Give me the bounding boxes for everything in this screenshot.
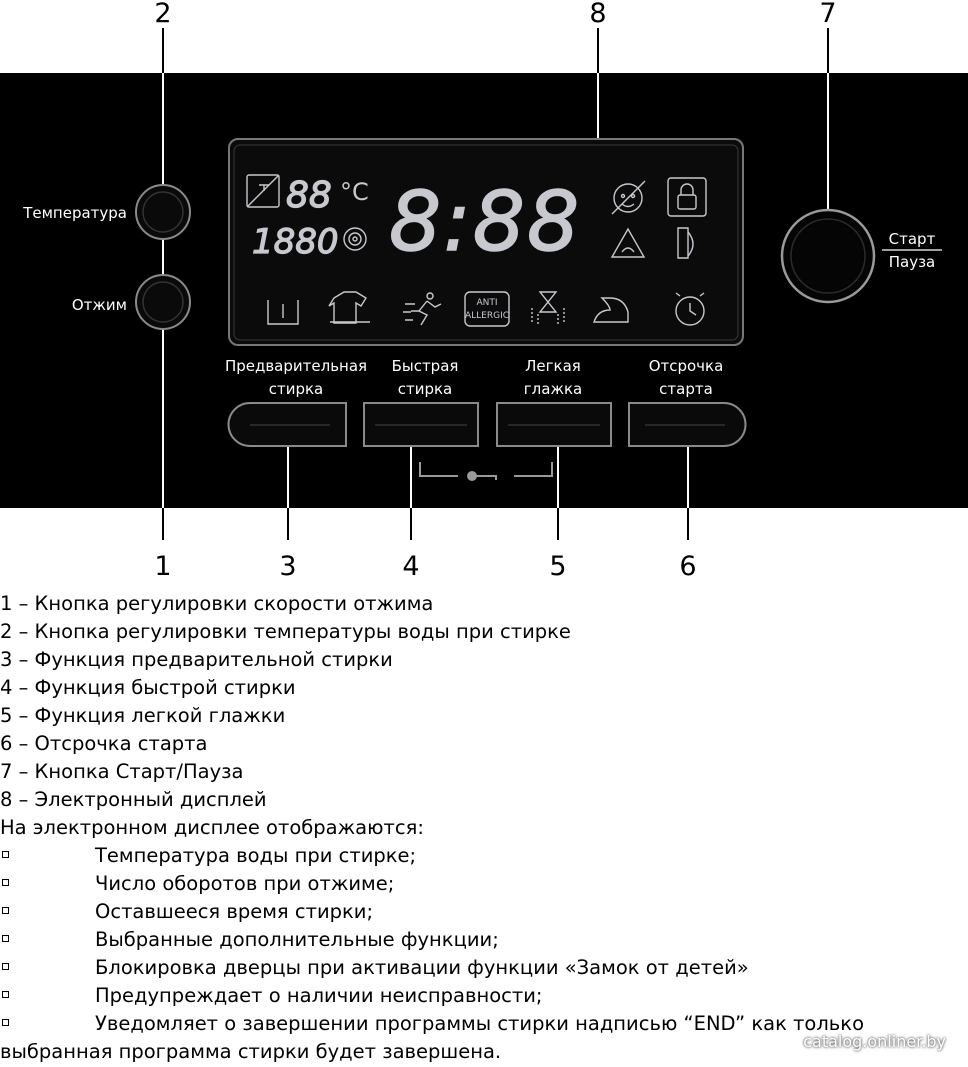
legend-item-5: 5 – Функция легкой глажки [0,704,286,727]
legend-item-7: 7 – Кнопка Старт/Пауза [0,760,244,783]
bullet-square-icon [2,851,9,858]
display-bullet-7-continuation: выбранная программа стирки будет завершена. [0,1040,502,1063]
display-bullet-text: Число оборотов при отжиме; [95,872,395,895]
display-bullet-5 [0,954,968,982]
quick-wash-label-2: стирка [397,380,453,398]
display-bullet-text: Уведомляет о завершении программы стирки надписью “END” как только [95,1012,865,1035]
prewash-label-1: Предварительная [224,357,368,375]
callout-6: 6 [679,551,697,582]
spin-rpm-digits: 1880 [252,222,339,262]
display-bullet-4 [0,926,968,954]
callout-8: 8 [589,0,607,29]
display-bullet-text: Температура воды при стирке; [95,844,417,867]
legend-item-2: 2 – Кнопка регулировки температуры воды при стирке [0,620,571,643]
legend-item-3: 3 – Функция предварительной стирки [0,648,393,671]
display-intro: На электронном дисплее отображаются: [0,816,424,839]
bullet-square-icon [2,963,9,970]
bullet-square-icon [2,907,9,914]
prewash-label-2: стирка [268,380,324,398]
pause-label: Пауза [888,253,936,271]
bullet-square-icon [2,991,9,998]
temperature-unit: °C [340,178,369,206]
display-bullet-3 [0,898,968,926]
temperature-label: Температура [23,204,127,222]
quick-wash-label-1: Быстрая [391,357,459,375]
legend-item-8: 8 – Электронный дисплей [0,788,267,811]
callout-4: 4 [402,551,420,582]
callout-2: 2 [154,0,172,29]
start-pause-knob[interactable] [782,210,874,302]
anti-label: ANTI [476,298,498,308]
display-bullet-6 [0,982,968,1010]
easy-iron-button[interactable] [497,403,611,446]
display-bullet-1 [0,842,968,870]
easy-iron-label-2: глажка [523,380,583,398]
bullet-square-icon [2,1019,9,1026]
allergic-label: ALLERGIC [464,311,510,321]
easy-iron-label-1: Легкая [525,357,581,375]
legend-item-4: 4 – Функция быстрой стирки [0,676,296,699]
callout-1: 1 [154,551,172,582]
delay-start-button[interactable] [629,403,746,446]
legend-item-6: 6 – Отсрочка старта [0,732,208,755]
delay-start-label-2: старта [659,380,713,398]
temperature-knob[interactable] [136,185,190,239]
callout-5: 5 [549,551,567,582]
callout-7: 7 [819,0,837,29]
quick-wash-button[interactable] [364,403,478,446]
bullet-square-icon [2,879,9,886]
prewash-button[interactable] [229,403,347,446]
display-bullet-text: Предупреждает о наличии неисправности; [95,984,543,1007]
remaining-time-digits: 8:88 [389,175,582,270]
bullet-square-icon [2,935,9,942]
legend-item-1: 1 – Кнопка регулировки скорости отжима [0,592,434,615]
callout-3: 3 [279,551,297,582]
display-bullet-text: Выбранные дополнительные функции; [95,928,499,951]
spin-knob[interactable] [136,275,190,329]
watermark: catalog.onliner.by [803,1032,946,1051]
delay-start-label-1: Отсрочка [648,357,724,375]
display-bullet-text: Блокировка дверцы при активации функции «Замок от детей» [95,956,749,979]
display-bullet-text: Оставшееся время стирки; [95,900,374,923]
start-label: Старт [888,230,936,248]
spin-label: Отжим [71,296,127,314]
temperature-digits: 88 [286,175,332,216]
electronic-display [229,139,743,345]
legend [0,590,968,1066]
display-bullet-2 [0,870,968,898]
